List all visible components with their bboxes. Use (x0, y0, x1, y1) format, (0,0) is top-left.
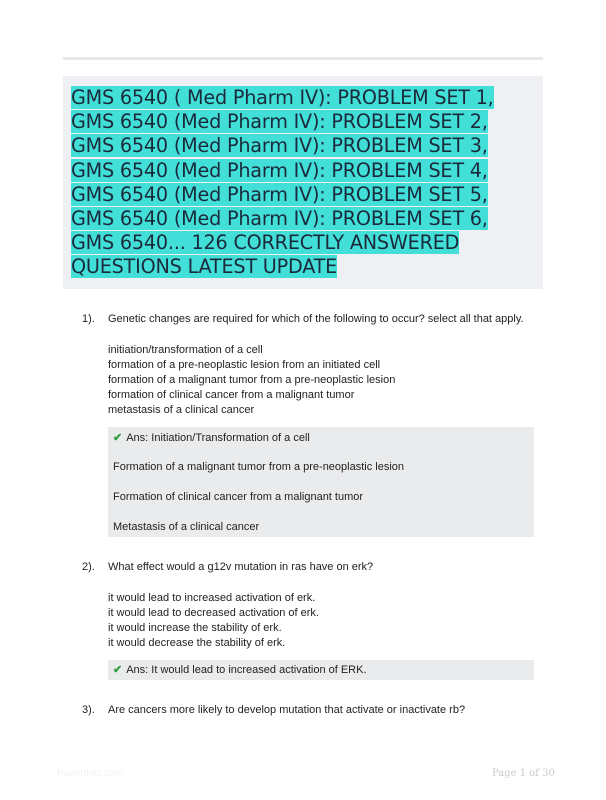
option-item: metastasis of a clinical cancer (108, 404, 255, 416)
answer-box (108, 427, 534, 537)
footer-watermark: Paperthlic.com (57, 768, 124, 779)
option-list (108, 591, 319, 651)
top-divider (63, 57, 543, 60)
title-line: GMS 6540 (Med Pharm IV): PROBLEM SET 2, (71, 110, 488, 134)
title-line: GMS 6540 (Med Pharm IV): PROBLEM SET 6, (71, 207, 488, 231)
title-line: GMS 6540... 126 CORRECTLY ANSWERED (71, 231, 460, 255)
option-item: it would lead to decreased activation of erk. (108, 607, 319, 619)
question-text: Are cancers more likely to develop mutation that activate or inactivate rb? (108, 704, 466, 716)
answer-line: ✔ Ans: Initiation/Transformation of a cell (113, 432, 310, 444)
document-title (71, 86, 537, 280)
question-number: 3). (82, 704, 95, 716)
answer-line: ✔ Ans: It would lead to increased activation of ERK. (113, 664, 367, 676)
answer-line: Formation of clinical cancer from a malignant tumor (113, 491, 364, 503)
option-item: it would increase the stability of erk. (108, 622, 282, 634)
option-item: formation of a malignant tumor from a pre-neoplastic lesion (108, 374, 396, 386)
option-item: formation of a pre-neoplastic lesion from an initiated cell (108, 359, 381, 371)
answer-line: Formation of a malignant tumor from a pre-neoplastic lesion (113, 461, 405, 473)
answer-line: Metastasis of a clinical cancer (113, 521, 260, 533)
question-number: 1). (82, 313, 95, 325)
option-item: it would decrease the stability of erk. (108, 637, 286, 649)
title-line: GMS 6540 (Med Pharm IV): PROBLEM SET 5, (71, 182, 488, 206)
page-number: Page 1 of 30 (492, 768, 555, 779)
question-text: Genetic changes are required for which of the following to occur? select all that apply. (108, 313, 524, 325)
question-text: What effect would a g12v mutation in ras have on erk? (108, 561, 374, 573)
answer-box (108, 660, 534, 680)
option-item: it would lead to increased activation of erk. (108, 592, 316, 604)
option-item: initiation/transformation of a cell (108, 344, 263, 356)
title-line: GMS 6540 (Med Pharm IV): PROBLEM SET 3, (71, 134, 488, 158)
check-icon: ✔ (113, 664, 123, 676)
question-number: 2). (82, 561, 95, 573)
title-line: QUESTIONS LATEST UPDATE (71, 255, 338, 279)
check-icon: ✔ (113, 432, 123, 444)
document-title-box (63, 76, 543, 289)
option-list (108, 343, 395, 418)
option-item: formation of clinical cancer from a malignant tumor (108, 389, 355, 401)
title-line: GMS 6540 ( Med Pharm IV): PROBLEM SET 1, (71, 86, 494, 109)
title-line: GMS 6540 (Med Pharm IV): PROBLEM SET 4, (71, 158, 488, 182)
